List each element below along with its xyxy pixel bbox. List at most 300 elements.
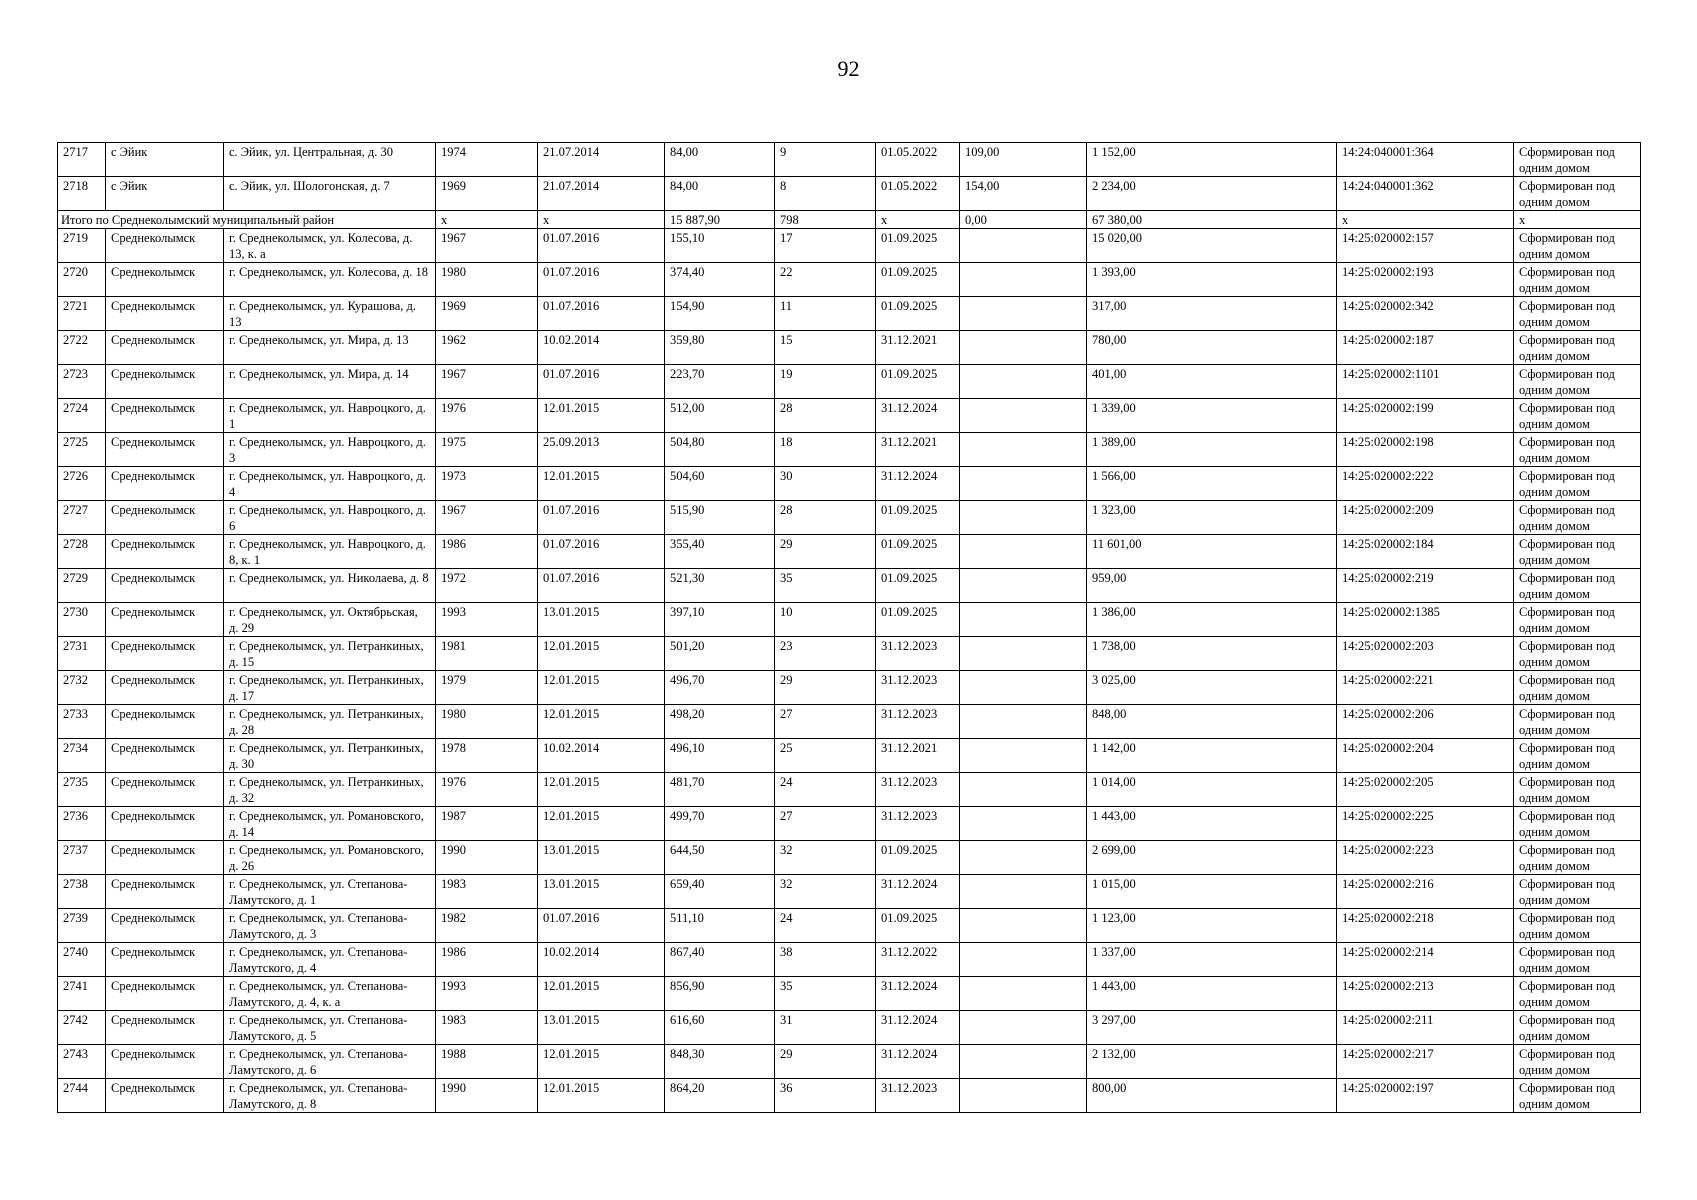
extra-value-cell [960,603,1087,637]
locality-cell: Среднеколымск [106,705,224,739]
year-built-cell: 1990 [436,1079,538,1113]
row-number-cell: 2726 [58,467,106,501]
extra-value-cell [960,875,1087,909]
row-number-cell: 2717 [58,143,106,177]
area-cell: 154,90 [665,297,775,331]
table-row [58,637,1641,671]
locality-cell: Среднеколымск [106,977,224,1011]
extra-value-cell [960,399,1087,433]
deadline-cell: 31.12.2021 [876,433,960,467]
table-row [58,773,1641,807]
year-built-cell: 1976 [436,399,538,433]
status-cell: Сформирован под одним домом [1514,569,1641,603]
area-cell: 155,10 [665,229,775,263]
row-number-cell: 2732 [58,671,106,705]
status-cell: Сформирован под одним домом [1514,773,1641,807]
extra-value-cell [960,773,1087,807]
address-cell: г. Среднеколымск, ул. Степанова-Ламутского, д. 1 [224,875,436,909]
area-cell: 512,00 [665,399,775,433]
locality-cell: Среднеколымск [106,1011,224,1045]
residents-cell: 28 [775,501,876,535]
row-number-cell: 2738 [58,875,106,909]
cadastral-number-cell: 14:25:020002:184 [1337,535,1514,569]
amount-cell: 1 393,00 [1087,263,1337,297]
cadastral-number-cell: 14:25:020002:204 [1337,739,1514,773]
locality-cell: Среднеколымск [106,637,224,671]
table-row [58,297,1641,331]
date-cell: 13.01.2015 [538,875,665,909]
cadastral-number-cell: 14:25:020002:218 [1337,909,1514,943]
locality-cell: Среднеколымск [106,399,224,433]
row-number-cell: 2742 [58,1011,106,1045]
amount-cell: 1 443,00 [1087,977,1337,1011]
table-row [58,705,1641,739]
extra-value-cell [960,365,1087,399]
area-cell: 499,70 [665,807,775,841]
amount-cell: 1 339,00 [1087,399,1337,433]
status-cell: Сформирован под одним домом [1514,671,1641,705]
locality-cell: с Эйик [106,177,224,211]
cadastral-number-cell: 14:24:040001:362 [1337,177,1514,211]
cadastral-number-cell: 14:25:020002:222 [1337,467,1514,501]
area-cell: 84,00 [665,143,775,177]
date-cell: 01.07.2016 [538,535,665,569]
extra-value-cell [960,331,1087,365]
cadastral-number-cell: 14:25:020002:214 [1337,943,1514,977]
row-number-cell: 2740 [58,943,106,977]
amount-cell: 959,00 [1087,569,1337,603]
row-number-cell: 2723 [58,365,106,399]
extra-value-cell [960,637,1087,671]
address-cell: г. Среднеколымск, ул. Степанова-Ламутского, д. 4, к. а [224,977,436,1011]
deadline-cell: 01.09.2025 [876,909,960,943]
deadline-cell: 31.12.2021 [876,739,960,773]
year-built-cell: 1979 [436,671,538,705]
amount-cell: 15 020,00 [1087,229,1337,263]
total-year-cell: х [436,211,538,229]
extra-value-cell [960,263,1087,297]
address-cell: с. Эйик, ул. Центральная, д. 30 [224,143,436,177]
status-cell: Сформирован под одним домом [1514,297,1641,331]
area-cell: 864,20 [665,1079,775,1113]
locality-cell: Среднеколымск [106,1045,224,1079]
date-cell: 12.01.2015 [538,399,665,433]
area-cell: 644,50 [665,841,775,875]
deadline-cell: 01.09.2025 [876,535,960,569]
date-cell: 01.07.2016 [538,365,665,399]
residents-cell: 35 [775,977,876,1011]
table-row [58,331,1641,365]
status-cell: Сформирован под одним домом [1514,177,1641,211]
residents-cell: 30 [775,467,876,501]
status-cell: Сформирован под одним домом [1514,603,1641,637]
amount-cell: 1 015,00 [1087,875,1337,909]
deadline-cell: 31.12.2024 [876,1045,960,1079]
extra-value-cell [960,229,1087,263]
year-built-cell: 1982 [436,909,538,943]
amount-cell: 1 337,00 [1087,943,1337,977]
amount-cell: 1 389,00 [1087,433,1337,467]
year-built-cell: 1978 [436,739,538,773]
year-built-cell: 1983 [436,875,538,909]
status-cell: Сформирован под одним домом [1514,229,1641,263]
residents-cell: 31 [775,1011,876,1045]
area-cell: 521,30 [665,569,775,603]
date-cell: 12.01.2015 [538,637,665,671]
date-cell: 21.07.2014 [538,143,665,177]
row-number-cell: 2721 [58,297,106,331]
address-cell: г. Среднеколымск, ул. Колесова, д. 13, к. а [224,229,436,263]
total-area-cell: 15 887,90 [665,211,775,229]
cadastral-number-cell: 14:25:020002:211 [1337,1011,1514,1045]
extra-value-cell [960,841,1087,875]
residents-cell: 32 [775,841,876,875]
year-built-cell: 1987 [436,807,538,841]
address-cell: г. Среднеколымск, ул. Степанова-Ламутского, д. 4 [224,943,436,977]
row-number-cell: 2727 [58,501,106,535]
row-number-cell: 2741 [58,977,106,1011]
date-cell: 10.02.2014 [538,943,665,977]
status-cell: Сформирован под одним домом [1514,841,1641,875]
year-built-cell: 1981 [436,637,538,671]
address-cell: г. Среднеколымск, ул. Петранкиных, д. 28 [224,705,436,739]
locality-cell: Среднеколымск [106,671,224,705]
year-built-cell: 1993 [436,977,538,1011]
residents-cell: 10 [775,603,876,637]
date-cell: 13.01.2015 [538,841,665,875]
residents-cell: 23 [775,637,876,671]
amount-cell: 1 386,00 [1087,603,1337,637]
cadastral-number-cell: 14:25:020002:219 [1337,569,1514,603]
area-cell: 498,20 [665,705,775,739]
address-cell: г. Среднеколымск, ул. Степанова-Ламутского, д. 5 [224,1011,436,1045]
address-cell: г. Среднеколымск, ул. Мира, д. 14 [224,365,436,399]
date-cell: 01.07.2016 [538,909,665,943]
year-built-cell: 1969 [436,177,538,211]
deadline-cell: 01.09.2025 [876,263,960,297]
table-row [58,143,1641,177]
row-number-cell: 2722 [58,331,106,365]
amount-cell: 2 132,00 [1087,1045,1337,1079]
extra-value-cell [960,1011,1087,1045]
area-cell: 355,40 [665,535,775,569]
deadline-cell: 31.12.2023 [876,807,960,841]
deadline-cell: 31.12.2023 [876,637,960,671]
table-row [58,739,1641,773]
locality-cell: Среднеколымск [106,263,224,297]
area-cell: 481,70 [665,773,775,807]
table-row [58,1011,1641,1045]
residents-cell: 27 [775,705,876,739]
extra-value-cell: 109,00 [960,143,1087,177]
address-cell: г. Среднеколымск, ул. Навроцкого, д. 3 [224,433,436,467]
year-built-cell: 1967 [436,365,538,399]
address-cell: г. Среднеколымск, ул. Навроцкого, д. 1 [224,399,436,433]
locality-cell: с Эйик [106,143,224,177]
total-residents-cell: 798 [775,211,876,229]
table-row [58,671,1641,705]
deadline-cell: 01.09.2025 [876,501,960,535]
amount-cell: 2 699,00 [1087,841,1337,875]
row-number-cell: 2724 [58,399,106,433]
status-cell: Сформирован под одним домом [1514,739,1641,773]
date-cell: 12.01.2015 [538,467,665,501]
address-cell: г. Среднеколымск, ул. Степанова-Ламутского, д. 6 [224,1045,436,1079]
locality-cell: Среднеколымск [106,229,224,263]
residents-cell: 35 [775,569,876,603]
extra-value-cell [960,909,1087,943]
area-cell: 223,70 [665,365,775,399]
address-cell: г. Среднеколымск, ул. Навроцкого, д. 6 [224,501,436,535]
amount-cell: 1 152,00 [1087,143,1337,177]
area-cell: 359,80 [665,331,775,365]
amount-cell: 1 738,00 [1087,637,1337,671]
deadline-cell: 31.12.2023 [876,671,960,705]
address-cell: г. Среднеколымск, ул. Романовского, д. 26 [224,841,436,875]
deadline-cell: 31.12.2024 [876,875,960,909]
date-cell: 01.07.2016 [538,501,665,535]
status-cell: Сформирован под одним домом [1514,433,1641,467]
deadline-cell: 01.09.2025 [876,603,960,637]
status-cell: Сформирован под одним домом [1514,535,1641,569]
residents-cell: 36 [775,1079,876,1113]
address-cell: г. Среднеколымск, ул. Колесова, д. 18 [224,263,436,297]
locality-cell: Среднеколымск [106,433,224,467]
year-built-cell: 1967 [436,229,538,263]
address-cell: г. Среднеколымск, ул. Мира, д. 13 [224,331,436,365]
date-cell: 12.01.2015 [538,977,665,1011]
table-row [58,569,1641,603]
area-cell: 496,10 [665,739,775,773]
table-row [58,1079,1641,1113]
address-cell: г. Среднеколымск, ул. Степанова-Ламутского, д. 8 [224,1079,436,1113]
cadastral-number-cell: 14:25:020002:197 [1337,1079,1514,1113]
amount-cell: 11 601,00 [1087,535,1337,569]
amount-cell: 401,00 [1087,365,1337,399]
amount-cell: 317,00 [1087,297,1337,331]
status-cell: Сформирован под одним домом [1514,943,1641,977]
amount-cell: 1 142,00 [1087,739,1337,773]
address-cell: г. Среднеколымск, ул. Курашова, д. 13 [224,297,436,331]
deadline-cell: 31.12.2024 [876,1011,960,1045]
year-built-cell: 1980 [436,705,538,739]
amount-cell: 2 234,00 [1087,177,1337,211]
area-cell: 515,90 [665,501,775,535]
total-deadline-cell: х [876,211,960,229]
table-row [58,263,1641,297]
date-cell: 12.01.2015 [538,1079,665,1113]
extra-value-cell [960,1079,1087,1113]
deadline-cell: 31.12.2024 [876,977,960,1011]
row-number-cell: 2733 [58,705,106,739]
residents-cell: 18 [775,433,876,467]
extra-value-cell [960,501,1087,535]
date-cell: 13.01.2015 [538,603,665,637]
table-row [58,467,1641,501]
address-cell: г. Среднеколымск, ул. Петранкиных, д. 17 [224,671,436,705]
locality-cell: Среднеколымск [106,569,224,603]
cadastral-number-cell: 14:25:020002:203 [1337,637,1514,671]
table-row [58,399,1641,433]
deadline-cell: 31.12.2021 [876,331,960,365]
cadastral-number-cell: 14:25:020002:209 [1337,501,1514,535]
status-cell: Сформирован под одним домом [1514,331,1641,365]
year-built-cell: 1980 [436,263,538,297]
cadastral-number-cell: 14:25:020002:199 [1337,399,1514,433]
row-number-cell: 2725 [58,433,106,467]
deadline-cell: 31.12.2022 [876,943,960,977]
total-status-cell: х [1514,211,1641,229]
table-row [58,875,1641,909]
residents-cell: 17 [775,229,876,263]
residents-cell: 32 [775,875,876,909]
year-built-cell: 1990 [436,841,538,875]
page-number: 92 [837,56,860,81]
residents-cell: 38 [775,943,876,977]
cadastral-number-cell: 14:25:020002:187 [1337,331,1514,365]
status-cell: Сформирован под одним домом [1514,263,1641,297]
row-number-cell: 2729 [58,569,106,603]
address-cell: г. Среднеколымск, ул. Октябрьская, д. 29 [224,603,436,637]
year-built-cell: 1993 [436,603,538,637]
address-cell: г. Среднеколымск, ул. Степанова-Ламутского, д. 3 [224,909,436,943]
status-cell: Сформирован под одним домом [1514,977,1641,1011]
area-cell: 616,60 [665,1011,775,1045]
row-number-cell: 2739 [58,909,106,943]
registry-table [57,142,1641,1113]
table-row [58,943,1641,977]
residents-cell: 24 [775,909,876,943]
table-row [58,977,1641,1011]
area-cell: 659,40 [665,875,775,909]
year-built-cell: 1986 [436,535,538,569]
deadline-cell: 31.12.2024 [876,399,960,433]
cadastral-number-cell: 14:25:020002:1385 [1337,603,1514,637]
area-cell: 511,10 [665,909,775,943]
amount-cell: 3 297,00 [1087,1011,1337,1045]
residents-cell: 24 [775,773,876,807]
locality-cell: Среднеколымск [106,909,224,943]
year-built-cell: 1975 [436,433,538,467]
locality-cell: Среднеколымск [106,943,224,977]
deadline-cell: 01.05.2022 [876,177,960,211]
locality-cell: Среднеколымск [106,603,224,637]
locality-cell: Среднеколымск [106,739,224,773]
address-cell: г. Среднеколымск, ул. Петранкиных, д. 15 [224,637,436,671]
year-built-cell: 1974 [436,143,538,177]
table-row [58,501,1641,535]
year-built-cell: 1983 [436,1011,538,1045]
extra-value-cell [960,1045,1087,1079]
date-cell: 12.01.2015 [538,807,665,841]
cadastral-number-cell: 14:25:020002:216 [1337,875,1514,909]
status-cell: Сформирован под одним домом [1514,1079,1641,1113]
status-cell: Сформирован под одним домом [1514,365,1641,399]
extra-value-cell [960,297,1087,331]
cadastral-number-cell: 14:25:020002:198 [1337,433,1514,467]
status-cell: Сформирован под одним домом [1514,875,1641,909]
row-number-cell: 2743 [58,1045,106,1079]
status-cell: Сформирован под одним домом [1514,909,1641,943]
residents-cell: 9 [775,143,876,177]
residents-cell: 29 [775,671,876,705]
year-built-cell: 1962 [436,331,538,365]
year-built-cell: 1969 [436,297,538,331]
locality-cell: Среднеколымск [106,841,224,875]
amount-cell: 848,00 [1087,705,1337,739]
total-label: Итого по Среднеколымский муниципальный район [58,211,436,229]
table-row [58,433,1641,467]
deadline-cell: 01.09.2025 [876,841,960,875]
amount-cell: 1 014,00 [1087,773,1337,807]
table-row [58,229,1641,263]
row-number-cell: 2731 [58,637,106,671]
status-cell: Сформирован под одним домом [1514,143,1641,177]
total-cadastral-cell: х [1337,211,1514,229]
cadastral-number-cell: 14:25:020002:157 [1337,229,1514,263]
area-cell: 848,30 [665,1045,775,1079]
residents-cell: 11 [775,297,876,331]
residents-cell: 19 [775,365,876,399]
deadline-cell: 01.09.2025 [876,365,960,399]
date-cell: 13.01.2015 [538,1011,665,1045]
cadastral-number-cell: 14:25:020002:225 [1337,807,1514,841]
cadastral-number-cell: 14:25:020002:217 [1337,1045,1514,1079]
address-cell: г. Среднеколымск, ул. Навроцкого, д. 4 [224,467,436,501]
date-cell: 10.02.2014 [538,331,665,365]
extra-value-cell [960,535,1087,569]
locality-cell: Среднеколымск [106,535,224,569]
date-cell: 25.09.2013 [538,433,665,467]
cadastral-number-cell: 14:25:020002:221 [1337,671,1514,705]
area-cell: 397,10 [665,603,775,637]
extra-value-cell [960,739,1087,773]
date-cell: 21.07.2014 [538,177,665,211]
residents-cell: 8 [775,177,876,211]
area-cell: 504,80 [665,433,775,467]
registry-body [58,143,1641,1113]
row-number-cell: 2736 [58,807,106,841]
residents-cell: 28 [775,399,876,433]
area-cell: 504,60 [665,467,775,501]
extra-value-cell [960,807,1087,841]
extra-value-cell [960,569,1087,603]
table-row [58,909,1641,943]
amount-cell: 1 323,00 [1087,501,1337,535]
table-row [58,535,1641,569]
table-row [58,1045,1641,1079]
year-built-cell: 1986 [436,943,538,977]
year-built-cell: 1976 [436,773,538,807]
status-cell: Сформирован под одним домом [1514,467,1641,501]
deadline-cell: 31.12.2023 [876,705,960,739]
deadline-cell: 31.12.2023 [876,1079,960,1113]
address-cell: с. Эйик, ул. Шологонская, д. 7 [224,177,436,211]
status-cell: Сформирован под одним домом [1514,1045,1641,1079]
locality-cell: Среднеколымск [106,365,224,399]
row-number-cell: 2730 [58,603,106,637]
locality-cell: Среднеколымск [106,1079,224,1113]
area-cell: 501,20 [665,637,775,671]
residents-cell: 29 [775,1045,876,1079]
date-cell: 10.02.2014 [538,739,665,773]
area-cell: 84,00 [665,177,775,211]
cadastral-number-cell: 14:25:020002:223 [1337,841,1514,875]
deadline-cell: 01.09.2025 [876,569,960,603]
total-date-cell: х [538,211,665,229]
address-cell: г. Среднеколымск, ул. Петранкиных, д. 30 [224,739,436,773]
year-built-cell: 1972 [436,569,538,603]
